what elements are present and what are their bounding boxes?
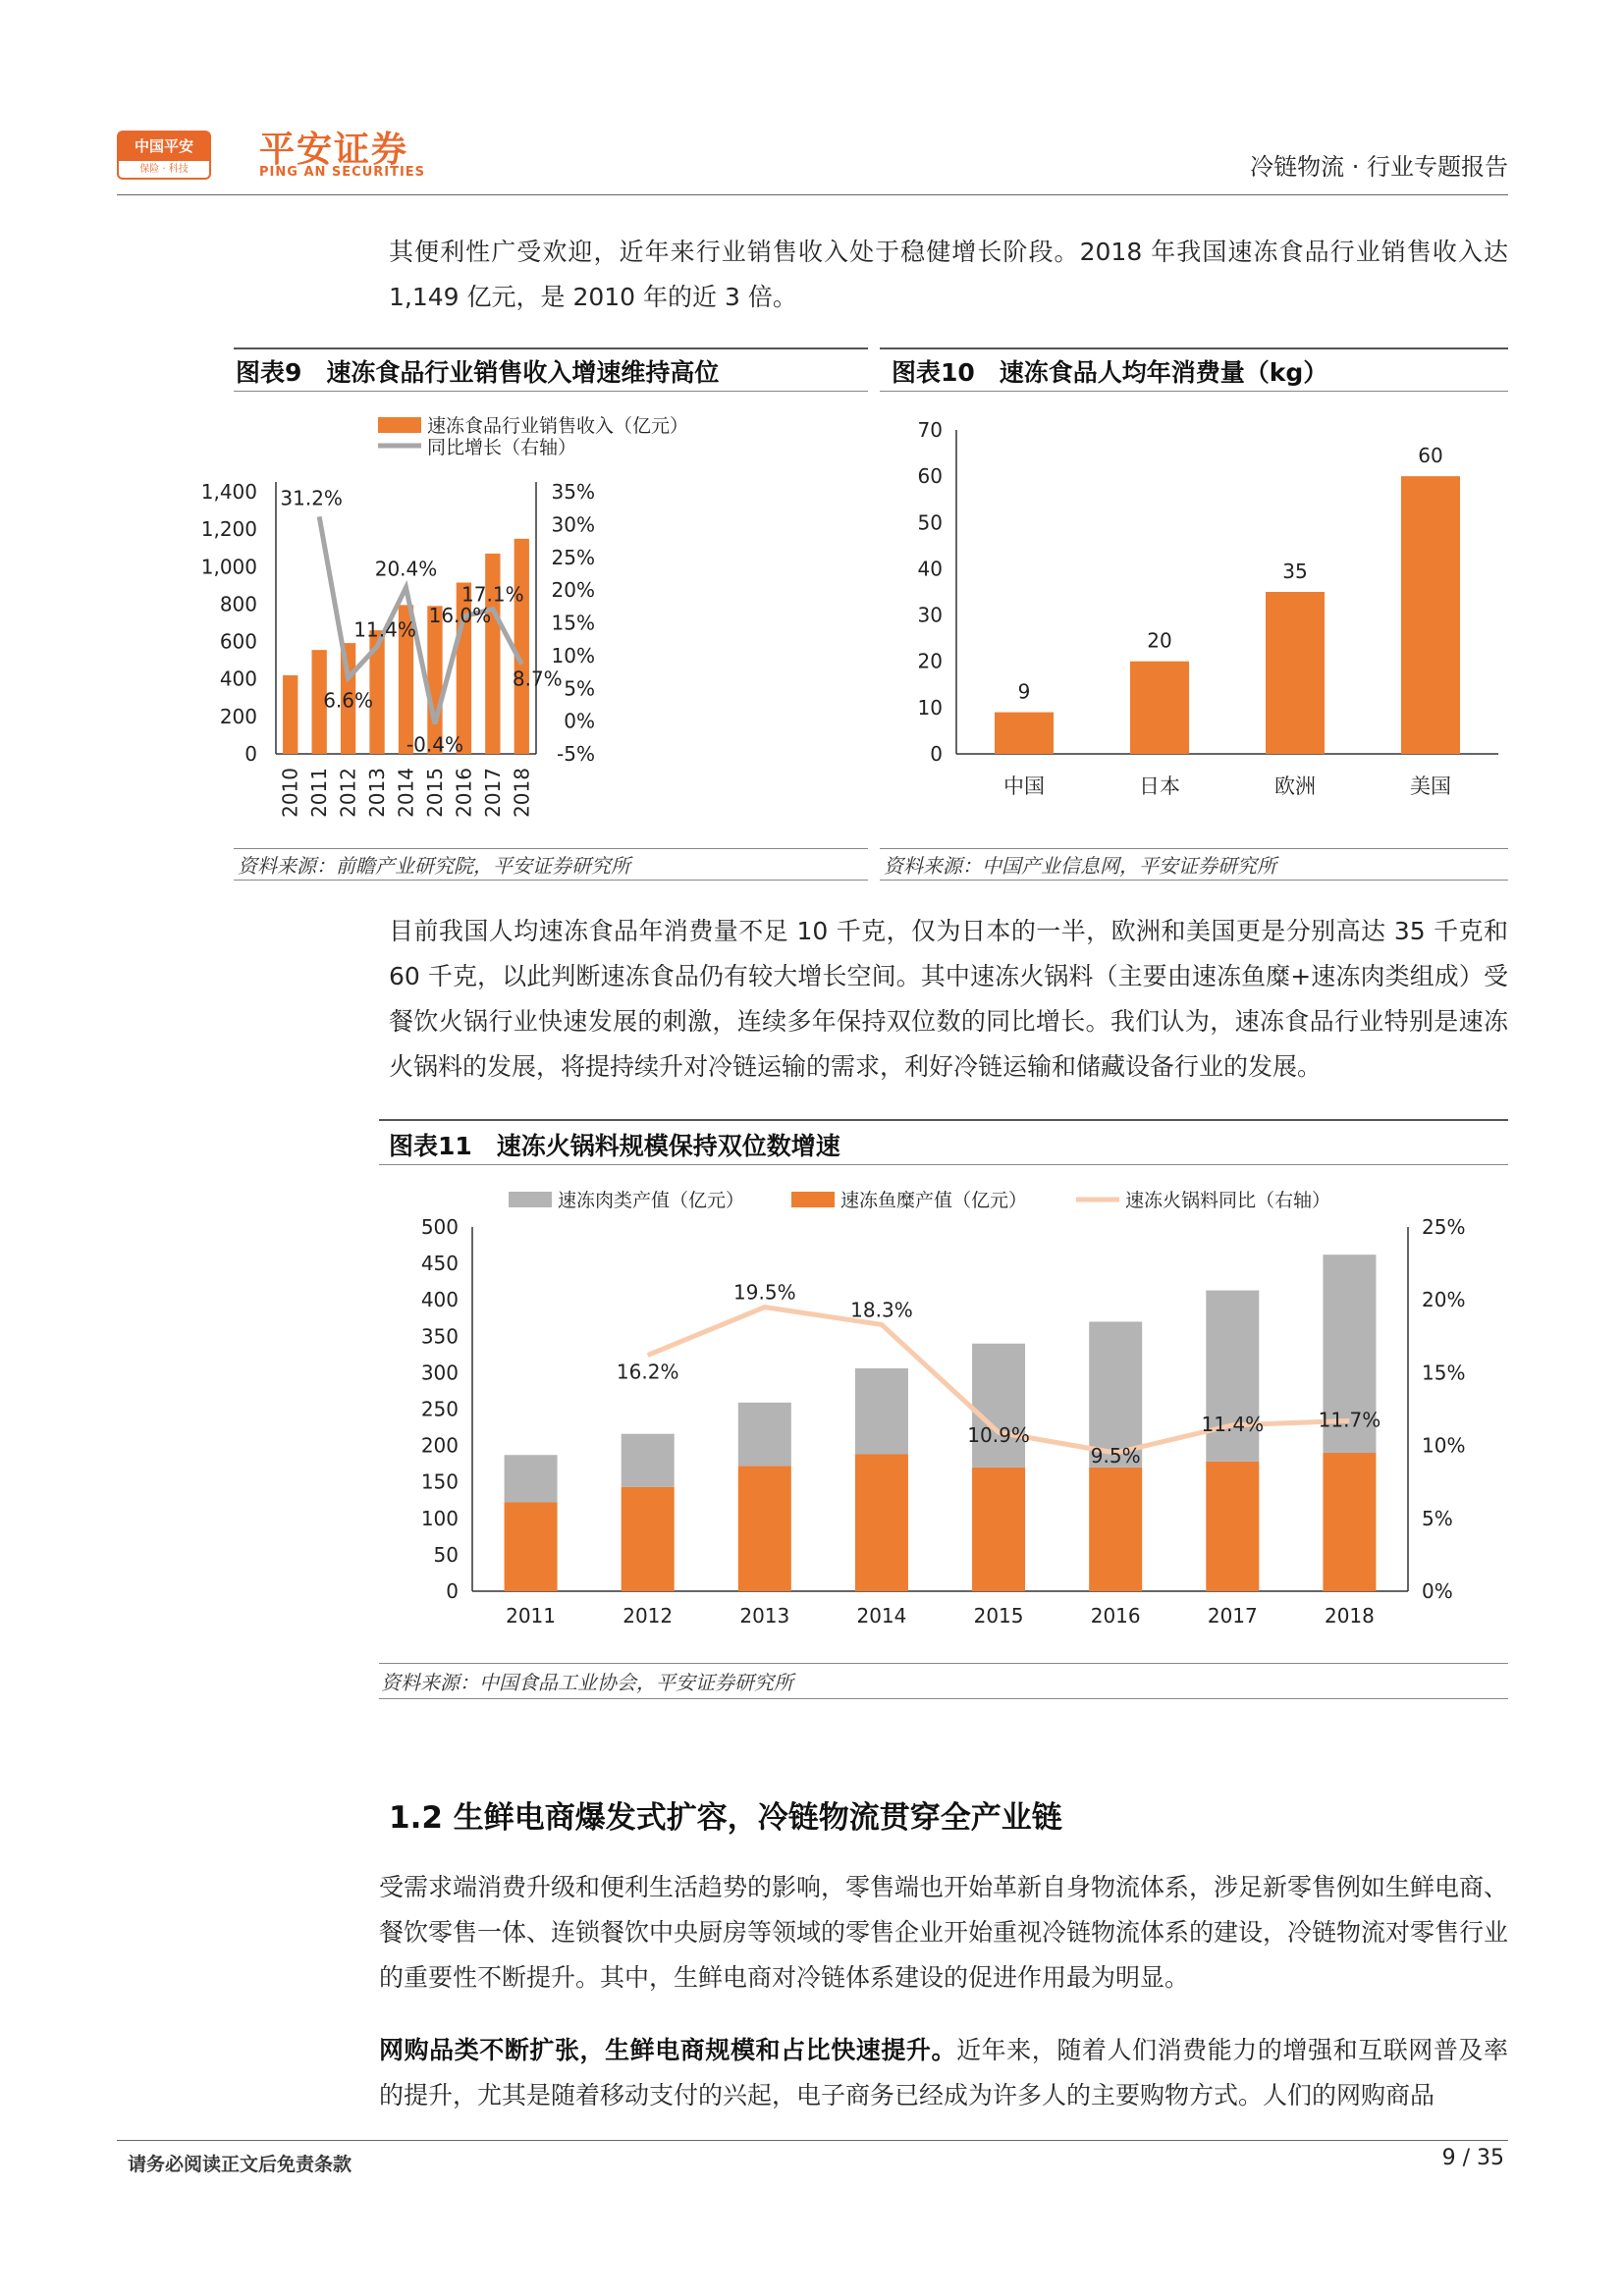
fig9-y2-tick-label: 25%	[551, 545, 595, 569]
fig11-growth-label: 11.4%	[1201, 1412, 1265, 1436]
fig11-growth-label: 19.5%	[733, 1280, 796, 1305]
fig9-title-rule	[234, 391, 868, 392]
fig11-title: 图表11 速冻火锅料规模保持双位数增速	[389, 1132, 840, 1160]
fig9-y-tick-label: 400	[219, 667, 257, 691]
fig11-bar-fish	[505, 1502, 558, 1591]
fig9-growth-label: 8.7%	[512, 667, 563, 691]
fig9-x-tick-label: 2010	[278, 768, 302, 818]
fig9-x-tick-label: 2016	[452, 768, 476, 818]
fig10-source-rule	[880, 880, 1508, 881]
fig11-y-tick-label: 300	[420, 1361, 459, 1385]
fig9-legend-line-label: 同比增长（右轴）	[427, 437, 577, 458]
fig11-y-tick-label: 0	[446, 1579, 459, 1603]
fig10-top-rule	[880, 347, 1508, 349]
fig10-y-tick-label: 0	[930, 742, 943, 766]
fig10-chart	[880, 398, 1508, 844]
brand-english: PING AN SECURITIES	[259, 165, 426, 180]
fig9-y-tick-label: 600	[219, 629, 257, 654]
fig10-x-tick-label: 中国	[1003, 774, 1045, 798]
fig9-x-tick-label: 2011	[307, 768, 332, 818]
fig10-source: 资料来源：中国产业信息网，平安证券研究所	[884, 854, 1276, 878]
section-heading: 1.2 生鲜电商爆发式扩容，冷链物流贯穿全产业链	[389, 1800, 1062, 1836]
fig10-bar	[1130, 662, 1189, 754]
fig11-x-tick-label: 2012	[623, 1604, 674, 1628]
fig9-y-tick-label: 1,000	[200, 555, 257, 579]
fig10-data-label: 60	[1418, 444, 1443, 468]
fig10-bar	[1401, 476, 1460, 754]
fig11-y2-tick-label: 0%	[1422, 1579, 1453, 1603]
brand-name: 平安证券	[259, 130, 409, 170]
fig11-bar-fish	[1089, 1468, 1142, 1591]
fig9-legend-bar-swatch	[378, 417, 421, 433]
fig10-y-tick-label: 10	[917, 695, 943, 720]
fig11-bottom-rule	[379, 1663, 1508, 1664]
fig9-x-tick-label: 2018	[510, 768, 534, 818]
fig9-top-rule	[234, 347, 868, 349]
fig11-y-tick-label: 350	[420, 1324, 459, 1349]
fig11-y-tick-label: 150	[420, 1469, 459, 1494]
fig11-bar-fish	[1206, 1462, 1259, 1591]
footer-divider	[117, 2140, 1508, 2141]
fig11-x-tick-label: 2014	[856, 1604, 907, 1628]
fig9-title: 图表9 速冻食品行业销售收入增速维持高位	[236, 358, 720, 387]
fig11-growth-label: 18.3%	[850, 1298, 913, 1322]
fig9-y-tick-label: 200	[219, 704, 257, 728]
paragraph-4-text: 近年来，随着人们消费能力的增强和互联网普及率的提升，尤其是随着移动支付的兴起，电子商务已经成为许多人的主要购物方式。人们的网购商品	[379, 2036, 1508, 2109]
fig9-y2-tick-label: 35%	[551, 480, 595, 504]
fig11-bar-fish	[738, 1466, 791, 1591]
fig10-bar	[995, 713, 1054, 754]
fig11-x-tick-label: 2011	[506, 1604, 557, 1628]
fig10-title: 图表10 速冻食品人均年消费量（kg）	[892, 358, 1328, 387]
fig9-source: 资料来源：前瞻产业研究院，平安证券研究所	[238, 854, 630, 878]
fig11-bar-meat	[622, 1434, 675, 1487]
fig9-x-tick-label: 2017	[480, 768, 505, 818]
fig11-bar-meat	[972, 1344, 1025, 1468]
paragraph-3: 受需求端消费升级和便利生活趋势的影响，零售端也开始革新自身物流体系，涉足新零售例如生鲜电商、餐饮零售一体、连锁餐饮中央厨房等领域的零售企业开始重视冷链物流体系的建设，冷链物流对零售行业的重要性不断提升。其中，生鲜电商对冷链体系建设的促进作用最为明显。	[379, 1873, 1509, 1992]
fig9-y2-tick-label: 5%	[564, 676, 595, 701]
fig10-title-rule	[880, 391, 1508, 392]
fig11-bar-meat	[855, 1368, 908, 1455]
fig9-growth-label: 17.1%	[461, 582, 524, 607]
fig10-y-tick-label: 60	[917, 464, 943, 489]
fig11-y2-tick-label: 20%	[1422, 1288, 1466, 1312]
fig9-y-tick-label: 1,200	[200, 517, 257, 542]
paragraph-4	[379, 2028, 1508, 2118]
fig10-bar	[1266, 592, 1325, 754]
fig9-y2-tick-label: -5%	[557, 742, 595, 766]
footer-disclaimer: 请务必阅读正文后免责条款	[128, 2154, 352, 2175]
fig11-y-tick-label: 250	[420, 1397, 459, 1421]
fig11-title-rule	[379, 1164, 1508, 1165]
fig11-bar-fish	[855, 1455, 908, 1591]
fig11-y-tick-label: 400	[420, 1288, 459, 1312]
paragraph-4-bold: 网购品类不断扩张，生鲜电商规模和占比快速提升。	[379, 2036, 957, 2064]
fig11-y-tick-label: 500	[420, 1215, 459, 1239]
fig9-x-tick-label: 2013	[365, 768, 390, 818]
fig11-y-tick-label: 450	[420, 1252, 459, 1276]
fig10-x-tick-label: 日本	[1139, 774, 1180, 798]
fig10-y-tick-label: 30	[917, 603, 943, 627]
fig10-y-tick-label: 70	[917, 418, 943, 442]
paragraph-2: 目前我国人均速冻食品年消费量不足 10 千克，仅为日本的一半，欧洲和美国更是分别高达 35 千克和 60 千克，以此判断速冻食品仍有较大增长空间。其中速冻火锅料（主要由速冻鱼糜+速冻肉类组成）受餐饮火锅行业快速发展的刺激，连续多年保持双位数的同比增长。我们认为，速冻食品行业特别是速冻火锅料的发展，将提持续升对冷链运输的需求，利好冷链运输和储藏设备行业的发展。	[389, 917, 1508, 1081]
fig11-y2-tick-label: 15%	[1422, 1361, 1466, 1385]
fig11-bar-meat	[738, 1403, 791, 1467]
fig9-growth-label: -0.4%	[406, 732, 463, 757]
pingan-logo	[117, 131, 211, 180]
paragraph-1: 其便利性广受欢迎，近年来行业销售收入处于稳健增长阶段。2018 年我国速冻食品行业销售收入达 1,149 亿元，是 2010 年的近 3 倍。	[389, 238, 1508, 311]
fig9-bar	[283, 675, 298, 754]
fig9-x-tick-label: 2012	[336, 768, 360, 818]
fig9-y2-tick-label: 30%	[551, 512, 595, 537]
fig9-y-tick-label: 1,400	[200, 480, 257, 504]
fig11-growth-label: 9.5%	[1090, 1444, 1141, 1468]
fig9-y2-tick-label: 20%	[551, 578, 595, 603]
pingan-logo-sub: 保险 · 科技	[139, 164, 189, 175]
fig9-plot-area	[276, 480, 595, 818]
report-title: 冷链物流 · 行业专题报告	[1250, 153, 1508, 181]
fig11-legend-fish-label: 速冻鱼糜产值（亿元）	[840, 1190, 1028, 1211]
fig10-data-label: 9	[1017, 679, 1031, 704]
fig9-y-tick-label: 800	[219, 592, 257, 616]
fig11-y2-tick-label: 10%	[1422, 1433, 1466, 1458]
fig9-y2-tick-label: 10%	[551, 643, 595, 667]
fig9-chart	[200, 398, 868, 844]
fig11-legend-meat-swatch	[509, 1192, 552, 1207]
fig11-top-rule	[379, 1119, 1508, 1121]
fig11-y-tick-label: 200	[420, 1433, 459, 1458]
fig9-y2-tick-label: 0%	[564, 709, 595, 733]
fig10-y-tick-label: 40	[917, 557, 943, 581]
fig9-bar	[514, 539, 529, 754]
fig10-bottom-rule	[880, 848, 1508, 849]
page-number: 9 / 35	[1441, 2146, 1504, 2170]
fig9-source-rule	[234, 880, 868, 881]
fig11-y-tick-label: 100	[420, 1506, 459, 1530]
fig9-y2-tick-label: 15%	[551, 611, 595, 635]
header-divider	[117, 194, 1508, 195]
fig10-y-tick-label: 20	[917, 649, 943, 673]
fig10-data-label: 35	[1282, 560, 1308, 583]
fig9-bottom-rule	[234, 848, 868, 849]
fig11-y2-tick-label: 25%	[1422, 1215, 1466, 1239]
fig9-growth-label: 11.4%	[353, 617, 416, 642]
fig11-x-tick-label: 2017	[1207, 1604, 1258, 1628]
fig10-y-tick-label: 50	[917, 510, 943, 535]
fig11-source: 资料来源：中国食品工业协会，平安证券研究所	[381, 1671, 793, 1694]
fig11-bar-fish	[622, 1487, 675, 1591]
fig11-y-tick-label: 50	[433, 1542, 459, 1567]
fig9-growth-label: 6.6%	[323, 688, 374, 713]
fig11-bar-fish	[1323, 1453, 1376, 1591]
fig11-source-rule	[379, 1698, 1508, 1699]
fig11-chart	[379, 1174, 1508, 1628]
fig9-x-tick-label: 2014	[394, 768, 418, 818]
fig11-y2-tick-label: 5%	[1422, 1506, 1453, 1530]
fig11-bar-meat	[505, 1455, 558, 1502]
fig9-x-tick-label: 2015	[422, 768, 447, 818]
pingan-logo-top: 中国平安	[119, 133, 209, 161]
fig10-x-tick-label: 美国	[1410, 774, 1451, 798]
fig11-x-tick-label: 2013	[739, 1604, 790, 1628]
fig9-legend-bar-label: 速冻食品行业销售收入（亿元）	[427, 415, 689, 437]
fig11-legend-line-label: 速冻火锅料同比（右轴）	[1125, 1190, 1331, 1211]
fig11-growth-label: 11.7%	[1318, 1408, 1381, 1432]
fig9-growth-label: 16.0%	[428, 603, 492, 627]
fig11-bar-fish	[972, 1468, 1025, 1591]
fig11-x-tick-label: 2018	[1324, 1604, 1375, 1628]
fig9-growth-label: 20.4%	[374, 557, 438, 581]
fig10-x-tick-label: 欧洲	[1274, 774, 1316, 798]
fig11-growth-label: 10.9%	[967, 1423, 1030, 1448]
fig11-legend-meat-label: 速冻肉类产值（亿元）	[558, 1190, 745, 1211]
fig11-x-tick-label: 2016	[1090, 1604, 1141, 1628]
fig10-data-label: 20	[1147, 628, 1172, 653]
fig9-y-tick-label: 0	[244, 742, 257, 766]
fig9-growth-label: 31.2%	[280, 486, 343, 510]
fig11-growth-label: 16.2%	[616, 1360, 679, 1384]
fig11-legend-fish-swatch	[791, 1192, 835, 1207]
fig11-x-tick-label: 2015	[973, 1604, 1024, 1628]
